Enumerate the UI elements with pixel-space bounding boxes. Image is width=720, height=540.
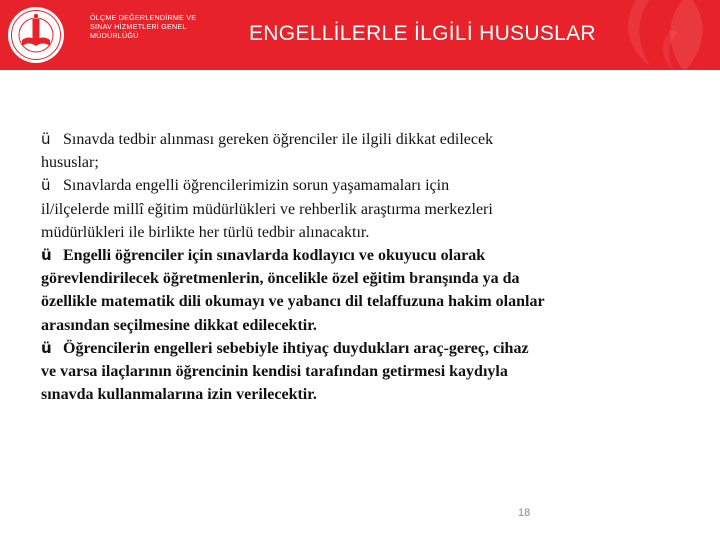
list-item-text: il/ilçelerde millî eğitim müdürlükleri ve rehberlik araştırma merkezleri: [41, 200, 493, 218]
organization-line: ÖLÇME DEĞERLENDİRME VE: [90, 13, 197, 22]
page-number: 18: [518, 507, 531, 519]
flame-watermark-icon: [560, 0, 720, 70]
list-item-text: ve varsa ilaçlarının öğrencinin kendisi tarafından getirmesi kaydıyla: [41, 363, 508, 381]
list-item-text: özellikle matematik dili okumayı ve yabancı dil telaffuzuna hakim olanlar: [41, 293, 545, 311]
ministry-seal-icon: [6, 4, 78, 66]
slide-header: [0, 0, 720, 70]
list-item-text: Sınavlarda engelli öğrencilerimizin sorun yaşamamaları için: [63, 177, 450, 195]
list-item: [41, 337, 681, 407]
checkmark-icon: ü: [41, 338, 52, 357]
list-item-text: sınavda kullanmalarına izin verilecektir.: [41, 386, 317, 404]
list-item-text: görevlendirilecek öğretmenlerin, öncelikle özel eğitim branşında ya da: [41, 270, 520, 288]
checkmark-icon: ü: [41, 246, 52, 265]
list-item-text: Engelli öğrenciler için sınavlarda kodlayıcı ve okuyucu olarak: [63, 247, 486, 265]
list-item-text: Öğrencilerin engelleri sebebiyle ihtiyaç duydukları araç-gereç, cihaz: [63, 339, 529, 357]
list-item-text: hususlar;: [41, 154, 99, 172]
slide-title: ENGELLİLERLE İLGİLİ HUSUSLAR: [249, 22, 596, 45]
list-item-text: arasından seçilmesine dikkat edilecektir.: [41, 316, 317, 334]
bullet-list: [41, 128, 681, 406]
list-item-text: Sınavda tedbir alınması gereken öğrenciler ile ilgili dikkat edilecek: [63, 131, 494, 148]
list-item: [41, 128, 681, 174]
organization-name: [90, 13, 230, 40]
organization-line: MÜDÜRLÜĞÜ: [90, 31, 139, 40]
list-item-text: müdürlükleri ile birlikte her türlü tedbir alınacaktır.: [41, 223, 370, 241]
organization-line: SINAV HİZMETLERİ GENEL: [90, 22, 187, 31]
list-item: [41, 244, 681, 337]
checkmark-icon: ü: [41, 176, 51, 195]
list-item: [41, 174, 681, 244]
checkmark-icon: ü: [41, 130, 51, 148]
